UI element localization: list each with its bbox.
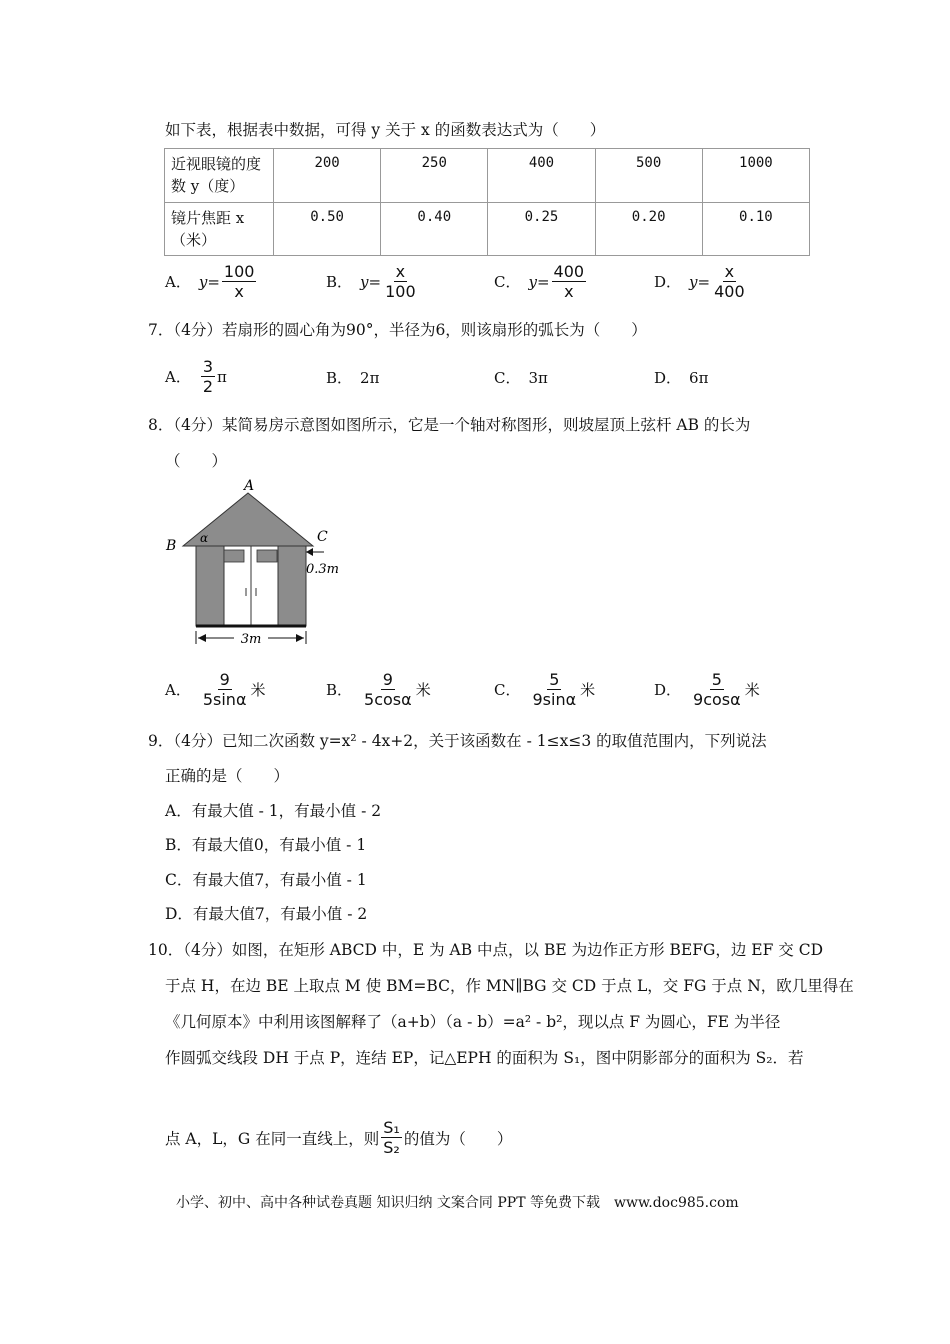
option-suffix: 米	[250, 681, 266, 699]
table-row	[165, 202, 810, 256]
table-row	[165, 149, 810, 203]
option-prefix: y=	[689, 272, 711, 291]
option-prefix: y=	[360, 272, 382, 291]
fraction	[712, 262, 747, 301]
option-label: A．	[165, 681, 191, 699]
numerator: S₁	[383, 1118, 400, 1137]
q9-text-line1: 9．（4分）已知二次函数 y=x² - 4x+2，关于该函数在 - 1≤x≤3 的取值范围内，下列说法	[148, 732, 767, 750]
q7-option-d	[654, 367, 708, 388]
denominator: x	[234, 282, 244, 301]
fraction	[691, 670, 743, 709]
option-label: A．	[165, 368, 191, 386]
option-value: 3π	[528, 368, 548, 387]
table-cell: 0.10	[702, 202, 809, 256]
angle-alpha-label: α	[200, 531, 209, 545]
denominator: 5cosα	[364, 690, 412, 709]
fraction	[383, 262, 418, 301]
overhang-label: 0.3m	[306, 562, 340, 577]
denominator: 400	[714, 282, 745, 301]
q9-text-line2: 正确的是（ ）	[165, 767, 290, 785]
q7-option-b	[326, 367, 379, 388]
q9-option-c: C．有最大值7，有最小值 - 1	[165, 871, 367, 889]
q8-option-b	[326, 670, 431, 709]
q10-line5-pre: 点 A，L，G 在同一直线上，则	[165, 1129, 380, 1148]
fraction	[381, 1118, 402, 1157]
door-panel	[224, 550, 244, 562]
house-figure	[160, 474, 350, 654]
q6-option-c	[494, 262, 588, 301]
fraction	[201, 357, 215, 396]
q9-option-a: A．有最大值 - 1，有最小值 - 2	[165, 802, 382, 820]
table-cell: 0.25	[488, 202, 595, 256]
option-label: C．	[494, 681, 521, 699]
fraction	[222, 262, 257, 301]
numerator: 400	[553, 262, 585, 281]
denominator: 9sinα	[532, 690, 577, 709]
q10-line2: 于点 H，在边 BE 上取点 M 使 BM=BC，作 MN∥BG 交 CD 于点 L，交 FG 于点 N，欧几里得在	[165, 977, 854, 995]
table-cell: 1000	[702, 149, 809, 203]
numerator: 5	[711, 670, 722, 689]
table-header-cell	[165, 202, 274, 256]
option-value: 6π	[689, 368, 709, 387]
q10-line5-post: 的值为（ ）	[403, 1129, 513, 1148]
denominator: 9cosα	[693, 690, 741, 709]
option-label: D．	[654, 273, 682, 291]
q8-text-line1: 8．（4分）某简易房示意图如图所示，它是一个轴对称图形，则坡屋顶上弦杆 AB 的长为	[148, 416, 751, 434]
data-table	[164, 148, 810, 256]
header-text: 近视眼镜的度	[171, 155, 262, 174]
q10-line1: 10．（4分）如图，在矩形 ABCD 中，E 为 AB 中点，以 BE 为边作正方形 BEFG，边 EF 交 CD	[148, 941, 823, 959]
numerator: 100	[223, 262, 255, 281]
table-cell: 0.50	[274, 202, 381, 256]
fraction	[530, 670, 578, 709]
table-cell: 400	[488, 149, 595, 203]
option-label: B．	[326, 681, 353, 699]
numerator: x	[395, 262, 406, 281]
table-cell: 0.40	[381, 202, 488, 256]
table-cell: 0.20	[595, 202, 702, 256]
q7-option-c	[494, 367, 548, 388]
door-panel	[257, 550, 277, 562]
header-text: 镜片焦距 x	[171, 208, 245, 227]
option-label: A．	[165, 273, 191, 291]
point-b-label: B	[166, 538, 177, 554]
denominator: 2	[202, 377, 214, 396]
q6-option-b	[326, 262, 420, 301]
q8-option-a	[165, 670, 266, 709]
q8-text-line2: （ ）	[165, 452, 228, 470]
q9-option-d: D．有最大值7，有最小值 - 2	[165, 905, 368, 923]
arrow-left-icon	[306, 548, 313, 556]
option-suffix: 米	[744, 681, 760, 699]
table-header-cell	[165, 149, 274, 203]
table-cell: 500	[595, 149, 702, 203]
q6-option-a	[165, 262, 258, 301]
fraction	[552, 262, 587, 301]
option-label: B．	[326, 273, 353, 291]
option-label: D．	[654, 369, 682, 387]
point-c-label: C	[317, 529, 328, 545]
q7-option-a	[165, 357, 227, 396]
arrow-right-icon	[296, 634, 304, 642]
page-footer: 小学、初中、高中各种试卷真题 知识归纳 文案合同 PPT 等免费下载 www.doc985.com	[176, 1195, 739, 1211]
q8-option-c	[494, 670, 595, 709]
header-text: （米）	[171, 230, 217, 249]
table-cell: 200	[274, 149, 381, 203]
arrow-left-icon	[198, 634, 206, 642]
fraction	[201, 670, 249, 709]
q8-option-d	[654, 670, 760, 709]
numerator: 9	[219, 670, 230, 689]
numerator: 9	[382, 670, 393, 689]
q10-line4: 作圆弧交线段 DH 于点 P，连结 EP，记△EPH 的面积为 S₁，图中阴影部分的面积为 S₂．若	[165, 1049, 804, 1067]
q9-option-b: B．有最大值0，有最小值 - 1	[165, 836, 367, 854]
option-suffix: 米	[580, 681, 596, 699]
fraction	[362, 670, 414, 709]
table-cell: 250	[381, 149, 488, 203]
denominator: 5sinα	[202, 690, 247, 709]
question-intro: 如下表，根据表中数据，可得 y 关于 x 的函数表达式为（ ）	[165, 121, 606, 139]
option-suffix: π	[217, 367, 227, 386]
q10-line5	[165, 1118, 512, 1157]
denominator: 100	[385, 282, 416, 301]
numerator: 3	[202, 357, 214, 376]
option-prefix: y=	[198, 272, 220, 291]
denominator: S₂	[383, 1138, 400, 1157]
option-label: D．	[654, 681, 682, 699]
option-suffix: 米	[415, 681, 431, 699]
q6-option-d	[654, 262, 749, 301]
option-label: C．	[494, 369, 521, 387]
width-label: 3m	[240, 632, 262, 647]
option-prefix: y=	[528, 272, 550, 291]
header-text: 数 y（度）	[171, 177, 245, 196]
option-value: 2π	[360, 368, 380, 387]
point-a-label: A	[244, 478, 255, 494]
numerator: 5	[549, 670, 560, 689]
q7-text: 7．（4分）若扇形的圆心角为90°，半径为6，则该扇形的弧长为（ ）	[148, 321, 647, 339]
option-label: C．	[494, 273, 521, 291]
q10-line3: 《几何原本》中利用该图解释了（a+b）（a - b）=a² - b²，现以点 F 为圆心，FE 为半径	[165, 1013, 781, 1031]
option-label: B．	[326, 369, 353, 387]
numerator: x	[724, 262, 735, 281]
denominator: x	[564, 282, 574, 301]
